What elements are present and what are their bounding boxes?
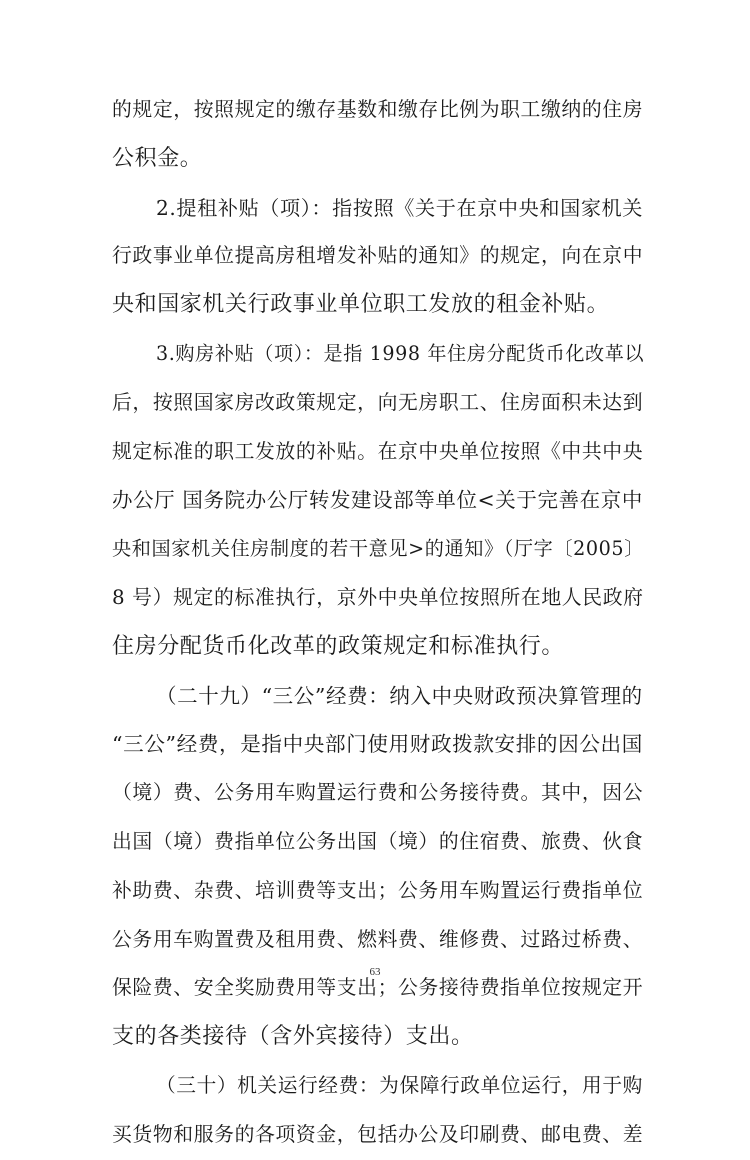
text-line: 行政事业单位提高房租增发补贴的通知》的规定，向在京中 xyxy=(112,244,644,268)
text-line: （境）费、公务用车购置运行费和公务接待费。其中，因公 xyxy=(112,781,644,805)
body-text xyxy=(112,86,645,1160)
text-line: 支的各类接待（含外宾接待）支出。 xyxy=(112,1024,474,1050)
text-line: 8 号）规定的标准执行，京外中央单位按照所在地人民政府 xyxy=(112,585,644,609)
text-line: 买货物和服务的各项资金，包括办公及印刷费、邮电费、差 xyxy=(112,1122,644,1146)
text-line: 住房分配货币化改革的政策规定和标准执行。 xyxy=(112,633,565,659)
text-line: 后，按照国家房改政策规定，向无房职工、住房面积未达到 xyxy=(112,390,644,414)
text-line: 保险费、安全奖励费用等支出；公务接待费指单位按规定开 xyxy=(112,976,644,1000)
text-line: 央和国家机关行政事业单位职工发放的租金补贴。 xyxy=(112,292,610,318)
text-line: 的规定，按照规定的缴存基数和缴存比例为职工缴纳的住房 xyxy=(112,98,644,121)
page-number: 63 xyxy=(369,966,381,978)
paragraph-start-line: （三十）机关运行经费：为保障行政单位运行，用于购 xyxy=(156,1073,643,1097)
text-line: “三公”经费，是指中央部门使用财政拨款安排的因公出国 xyxy=(112,732,643,757)
paragraph-start-line: 2.提租补贴（项）：指按照《关于在京中央和国家机关 xyxy=(156,195,644,220)
paragraph-start-line: （二十九）“三公”经费：纳入中央财政预决算管理的 xyxy=(156,683,643,708)
text-line: 出国（境）费指单位公务出国（境）的住宿费、旅费、伙食 xyxy=(112,829,644,853)
text-line: 规定标准的职工发放的补贴。在京中央单位按照《中共中央 xyxy=(112,439,644,463)
text-line: 公务用车购置费及租用费、燃料费、维修费、过路过桥费、 xyxy=(112,927,644,951)
text-line: 办公厅 国务院办公厅转发建设部等单位<关于完善在京中 xyxy=(112,488,643,513)
text-line: 公积金。 xyxy=(112,145,203,171)
text-line: 补助费、杂费、培训费等支出；公务用车购置运行费指单位 xyxy=(112,878,644,902)
paragraph-start-line: 3.购房补贴（项）：是指 1998 年住房分配货币化改革以 xyxy=(156,341,645,365)
text-line: 央和国家机关住房制度的若干意见>的通知》（厅字〔2005〕 xyxy=(112,537,644,561)
